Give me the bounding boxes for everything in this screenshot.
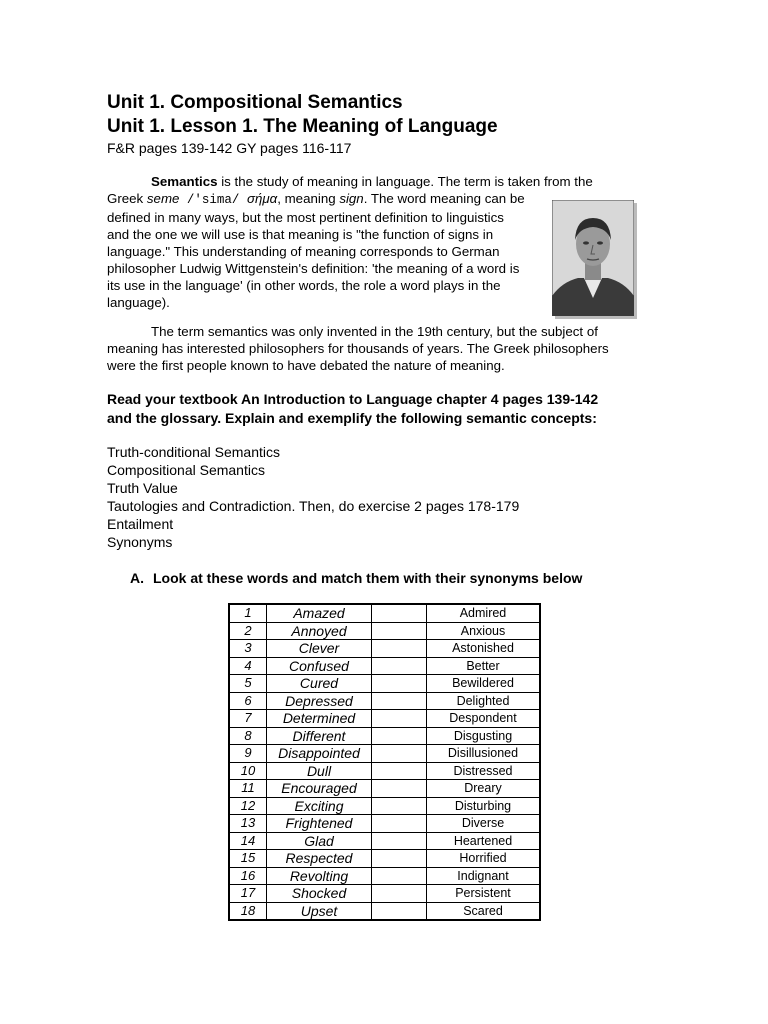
- word-cell: Amazed: [267, 604, 372, 622]
- answer-blank[interactable]: [372, 850, 427, 868]
- word-cell: Shocked: [267, 885, 372, 903]
- word-cell: Cured: [267, 675, 372, 693]
- answer-blank[interactable]: [372, 762, 427, 780]
- exercise-a-text: Look at these words and match them with their synonyms below: [153, 570, 583, 586]
- row-number: 12: [229, 797, 267, 815]
- synonym-table-body: [229, 604, 540, 920]
- row-number: 15: [229, 850, 267, 868]
- greek-word: σήμα: [246, 191, 278, 206]
- table-row: [229, 867, 540, 885]
- synonym-cell: Astonished: [427, 640, 541, 658]
- intro-line-8: language).: [107, 295, 170, 310]
- sign-term: sign: [339, 191, 364, 206]
- synonym-cell: Horrified: [427, 850, 541, 868]
- answer-blank[interactable]: [372, 745, 427, 763]
- answer-blank[interactable]: [372, 604, 427, 622]
- concept-item: Entailment: [107, 516, 174, 532]
- table-row: [229, 622, 540, 640]
- history-line-2: meaning has interested philosophers for thousands of years. The Greek philosophers: [107, 341, 609, 356]
- row-number: 16: [229, 867, 267, 885]
- concept-item: Tautologies and Contradiction. Then, do exercise 2 pages 178-179: [107, 498, 520, 514]
- table-row: [229, 692, 540, 710]
- intro-line-4: and the one we will use is that meaning is "the function of signs in: [107, 227, 494, 242]
- synonym-cell: Heartened: [427, 832, 541, 850]
- synonym-cell: Bewildered: [427, 675, 541, 693]
- answer-blank[interactable]: [372, 640, 427, 658]
- word-cell: Revolting: [267, 867, 372, 885]
- wittgenstein-portrait: [552, 200, 634, 316]
- reading-instructions: [107, 390, 598, 428]
- answer-blank[interactable]: [372, 815, 427, 833]
- instructions-line-2: and the glossary. Explain and exemplify the following semantic concepts:: [107, 410, 597, 426]
- word-cell: Frightened: [267, 815, 372, 833]
- concept-item: Truth-conditional Semantics: [107, 444, 281, 460]
- history-line-1: The term semantics was only invented in the 19th century, but the subject of: [151, 324, 598, 339]
- word-cell: Determined: [267, 710, 372, 728]
- intro-line-7: its use in the language' (in other words, the role a word plays in the: [107, 278, 501, 293]
- concept-item: Truth Value: [107, 480, 178, 496]
- answer-blank[interactable]: [372, 692, 427, 710]
- intro-line-3: defined in many ways, but the most pertinent definition to linguistics: [107, 210, 504, 225]
- intro-paragraph: [107, 173, 593, 311]
- intro-line-6: philosopher Ludwig Wittgenstein's definition: 'the meaning of a word is: [107, 261, 520, 276]
- synonym-cell: Despondent: [427, 710, 541, 728]
- word-cell: Annoyed: [267, 622, 372, 640]
- word-cell: Different: [267, 727, 372, 745]
- lesson-title: Unit 1. Lesson 1. The Meaning of Language: [107, 116, 498, 137]
- word-cell: Depressed: [267, 692, 372, 710]
- answer-blank[interactable]: [372, 832, 427, 850]
- word-cell: Confused: [267, 657, 372, 675]
- unit-title: Unit 1. Compositional Semantics: [107, 92, 403, 113]
- table-row: [229, 902, 540, 920]
- table-row: [229, 745, 540, 763]
- intro-line-5: language." This understanding of meaning corresponds to German: [107, 244, 500, 259]
- row-number: 8: [229, 727, 267, 745]
- table-row: [229, 762, 540, 780]
- row-number: 6: [229, 692, 267, 710]
- exercise-a-heading: [130, 569, 582, 587]
- exercise-letter: A.: [130, 570, 144, 586]
- synonym-cell: Persistent: [427, 885, 541, 903]
- synonym-cell: Scared: [427, 902, 541, 920]
- row-number: 4: [229, 657, 267, 675]
- answer-blank[interactable]: [372, 780, 427, 798]
- instructions-line-1: Read your textbook An Introduction to Language chapter 4 pages 139-142: [107, 391, 599, 407]
- table-row: [229, 815, 540, 833]
- table-row: [229, 657, 540, 675]
- seme-term: seme: [146, 191, 180, 206]
- intro-line-1: Semantics is the study of meaning in language. The term is taken from the: [151, 174, 593, 189]
- table-row: [229, 604, 540, 622]
- answer-blank[interactable]: [372, 657, 427, 675]
- answer-blank[interactable]: [372, 885, 427, 903]
- word-cell: Respected: [267, 850, 372, 868]
- table-row: [229, 710, 540, 728]
- table-row: [229, 780, 540, 798]
- row-number: 13: [229, 815, 267, 833]
- synonym-cell: Admired: [427, 604, 541, 622]
- word-cell: Exciting: [267, 797, 372, 815]
- synonym-cell: Disillusioned: [427, 745, 541, 763]
- table-row: [229, 885, 540, 903]
- row-number: 17: [229, 885, 267, 903]
- concept-item: Compositional Semantics: [107, 462, 265, 478]
- synonym-cell: Distressed: [427, 762, 541, 780]
- row-number: 5: [229, 675, 267, 693]
- table-row: [229, 850, 540, 868]
- row-number: 3: [229, 640, 267, 658]
- word-cell: Dull: [267, 762, 372, 780]
- history-line-3: were the first people known to have debated the nature of meaning.: [107, 358, 505, 373]
- pages-reference: F&R pages 139-142 GY pages 116-117: [107, 140, 352, 156]
- ipa-transcription: /'sima/: [179, 193, 247, 207]
- row-number: 1: [229, 604, 267, 622]
- answer-blank[interactable]: [372, 727, 427, 745]
- concepts-list: [107, 443, 519, 551]
- word-cell: Upset: [267, 902, 372, 920]
- word-cell: Encouraged: [267, 780, 372, 798]
- synonym-cell: Better: [427, 657, 541, 675]
- answer-blank[interactable]: [372, 710, 427, 728]
- answer-blank[interactable]: [372, 797, 427, 815]
- answer-blank[interactable]: [372, 867, 427, 885]
- row-number: 7: [229, 710, 267, 728]
- synonym-cell: Diverse: [427, 815, 541, 833]
- concept-item: Synonyms: [107, 534, 173, 550]
- row-number: 10: [229, 762, 267, 780]
- row-number: 9: [229, 745, 267, 763]
- word-cell: Clever: [267, 640, 372, 658]
- word-cell: Disappointed: [267, 745, 372, 763]
- answer-blank[interactable]: [372, 622, 427, 640]
- history-paragraph: [107, 323, 642, 374]
- synonym-cell: Dreary: [427, 780, 541, 798]
- row-number: 11: [229, 780, 267, 798]
- table-row: [229, 727, 540, 745]
- table-row: [229, 832, 540, 850]
- synonym-cell: Delighted: [427, 692, 541, 710]
- row-number: 14: [229, 832, 267, 850]
- synonym-match-table: [228, 603, 541, 921]
- table-row: [229, 675, 540, 693]
- table-row: [229, 640, 540, 658]
- row-number: 2: [229, 622, 267, 640]
- answer-blank[interactable]: [372, 675, 427, 693]
- answer-blank[interactable]: [372, 902, 427, 920]
- row-number: 18: [229, 902, 267, 920]
- synonym-cell: Indignant: [427, 867, 541, 885]
- synonym-cell: Disturbing: [427, 797, 541, 815]
- intro-line-2: Greek seme /'sima/ σήμα, meaning sign. The word meaning can be: [107, 191, 525, 207]
- synonym-cell: Disgusting: [427, 727, 541, 745]
- table-row: [229, 797, 540, 815]
- synonym-cell: Anxious: [427, 622, 541, 640]
- semantics-term: Semantics: [151, 174, 218, 189]
- word-cell: Glad: [267, 832, 372, 850]
